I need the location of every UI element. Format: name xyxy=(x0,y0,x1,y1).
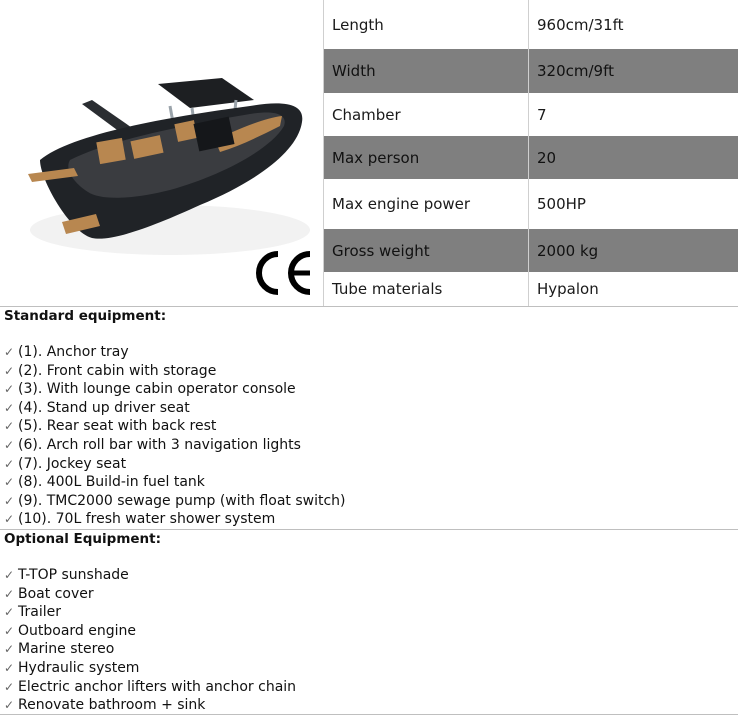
check-icon: ✓ xyxy=(4,660,15,675)
item-text: (4). Stand up driver seat xyxy=(18,399,190,416)
spec-row-length xyxy=(324,0,738,49)
optional-equipment-title: Optional Equipment: xyxy=(4,531,162,547)
list-item xyxy=(0,362,738,381)
check-icon: ✓ xyxy=(4,363,15,378)
spec-label: Width xyxy=(324,49,529,93)
spec-value: 320cm/9ft xyxy=(529,49,738,93)
check-icon: ✓ xyxy=(4,605,15,620)
spec-row-chamber xyxy=(324,93,738,136)
spec-row-gross-weight xyxy=(324,229,738,272)
check-icon: ✓ xyxy=(4,698,15,713)
check-icon: ✓ xyxy=(4,475,15,490)
item-text: (2). Front cabin with storage xyxy=(18,362,217,379)
list-item xyxy=(0,566,738,585)
item-text: (8). 400L Build-in fuel tank xyxy=(18,474,205,491)
check-icon: ✓ xyxy=(4,623,15,638)
item-text: (6). Arch roll bar with 3 navigation lights xyxy=(18,436,301,453)
list-item xyxy=(0,343,738,362)
item-text: T-TOP sunshade xyxy=(18,567,129,583)
spec-value: 2000 kg xyxy=(529,229,738,272)
optional-equipment-section xyxy=(0,529,738,715)
spec-row-max-person xyxy=(324,136,738,179)
check-icon: ✓ xyxy=(4,382,15,397)
divider xyxy=(0,714,738,715)
spec-value: 960cm/31ft xyxy=(529,0,738,49)
standard-equipment-title: Standard equipment: xyxy=(4,308,167,324)
check-icon: ✓ xyxy=(4,586,15,601)
list-item xyxy=(0,436,738,455)
item-text: Marine stereo xyxy=(18,641,115,658)
item-text: (7). Jockey seat xyxy=(18,455,127,472)
check-icon: ✓ xyxy=(4,642,15,657)
check-icon: ✓ xyxy=(4,345,15,359)
item-text: (9). TMC2000 sewage pump (with float switch) xyxy=(18,492,346,509)
item-text: (3). With lounge cabin operator console xyxy=(18,381,296,398)
optional-equipment-list xyxy=(0,566,738,715)
list-item xyxy=(0,473,738,492)
standard-equipment-list xyxy=(0,343,738,529)
check-icon: ✓ xyxy=(4,568,15,582)
list-item xyxy=(0,492,738,511)
list-item xyxy=(0,622,738,641)
spec-value: 20 xyxy=(529,136,738,179)
item-text: Outboard engine xyxy=(18,622,137,639)
spec-table xyxy=(323,0,738,306)
list-item xyxy=(0,399,738,418)
list-item xyxy=(0,417,738,436)
item-text: Boat cover xyxy=(18,585,94,602)
list-item xyxy=(0,510,738,529)
item-text: Hydraulic system xyxy=(18,659,140,676)
spec-label: Length xyxy=(324,0,529,49)
check-icon: ✓ xyxy=(4,400,15,415)
item-text: Renovate bathroom + sink xyxy=(18,697,206,714)
item-text: (10). 70L fresh water shower system xyxy=(18,511,276,528)
check-icon: ✓ xyxy=(4,419,15,434)
spec-value: 7 xyxy=(529,93,738,136)
check-icon: ✓ xyxy=(4,493,15,508)
item-text: (5). Rear seat with back rest xyxy=(18,418,217,435)
list-item xyxy=(0,640,738,659)
list-item xyxy=(0,380,738,399)
spec-row-tube-materials xyxy=(324,272,738,306)
check-icon: ✓ xyxy=(4,456,15,471)
spec-row-width xyxy=(324,49,738,93)
list-item xyxy=(0,659,738,678)
spec-label: Chamber xyxy=(324,93,529,136)
spec-row-max-engine-power xyxy=(324,179,738,229)
boat-photo xyxy=(0,0,323,306)
item-text: (1). Anchor tray xyxy=(18,344,129,360)
check-icon: ✓ xyxy=(4,512,15,527)
ce-mark-icon xyxy=(252,250,316,296)
standard-equipment-section xyxy=(0,306,738,529)
check-icon: ✓ xyxy=(4,679,15,694)
spec-label: Max person xyxy=(324,136,529,179)
spec-label: Gross weight xyxy=(324,229,529,272)
list-item xyxy=(0,696,738,715)
list-item xyxy=(0,603,738,622)
spec-label: Tube materials xyxy=(324,272,529,306)
spec-header xyxy=(0,0,738,306)
list-item xyxy=(0,455,738,474)
check-icon: ✓ xyxy=(4,437,15,452)
list-item xyxy=(0,585,738,604)
spec-label: Max engine power xyxy=(324,179,529,229)
list-item xyxy=(0,678,738,697)
spec-value: 500HP xyxy=(529,179,738,229)
spec-value: Hypalon xyxy=(529,272,738,306)
item-text: Electric anchor lifters with anchor chain xyxy=(18,678,297,695)
item-text: Trailer xyxy=(18,604,61,621)
